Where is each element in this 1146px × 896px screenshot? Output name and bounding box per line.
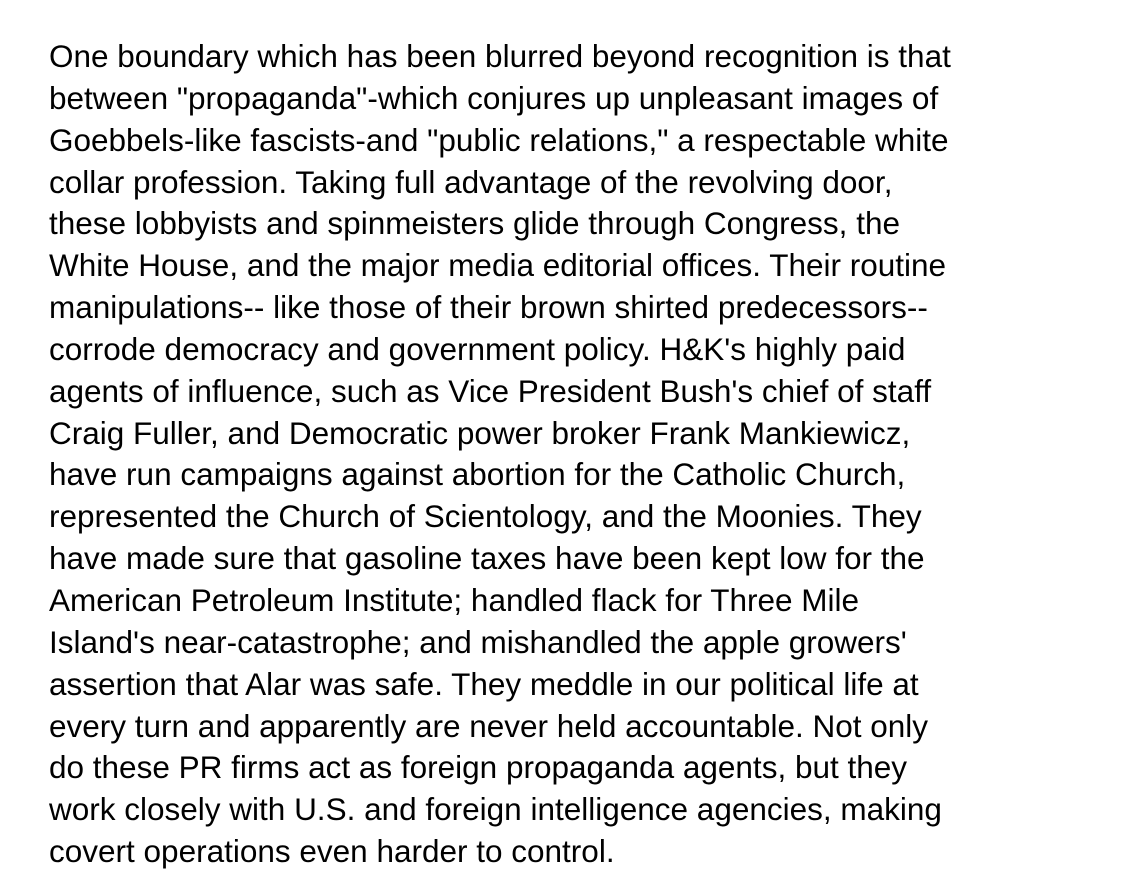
paragraph-line: work closely with U.S. and foreign intelligence agencies, making xyxy=(49,791,942,828)
paragraph-line: White House, and the major media editorial offices. Their routine xyxy=(49,247,947,284)
paragraph-line: agents of influence, such as Vice President Bush's chief of staff xyxy=(49,372,932,409)
paragraph-line: do these PR firms act as foreign propaganda agents, but they xyxy=(49,749,908,786)
paragraph-line: manipulations-- like those of their brown shirted predecessors-- xyxy=(49,289,928,326)
paragraph-line: covert operations even harder to control. xyxy=(49,833,615,870)
paragraph-line: collar profession. Taking full advantage of the revolving door, xyxy=(49,163,893,200)
paragraph-line: have made sure that gasoline taxes have been kept low for the xyxy=(49,540,925,577)
paragraph-line: assertion that Alar was safe. They meddle in our political life at xyxy=(49,665,919,702)
paragraph-line: Goebbels-like fascists-and "public relations," a respectable white xyxy=(49,121,949,158)
paragraph-line: these lobbyists and spinmeisters glide through Congress, the xyxy=(49,205,900,242)
paragraph-line: between "propaganda"-which conjures up unpleasant images of xyxy=(49,79,939,116)
paragraph-line: American Petroleum Institute; handled flack for Three Mile xyxy=(49,581,860,618)
paragraph-line: Island's near-catastrophe; and mishandled the apple growers' xyxy=(49,623,907,660)
paragraph-line: every turn and apparently are never held accountable. Not only xyxy=(49,707,929,744)
body-paragraph xyxy=(49,36,1139,873)
paragraph-line: represented the Church of Scientology, and the Moonies. They xyxy=(49,498,922,535)
paragraph-line: Craig Fuller, and Democratic power broker Frank Mankiewicz, xyxy=(49,414,911,451)
paragraph-line: corrode democracy and government policy. H&K's highly paid xyxy=(49,330,906,367)
document-page xyxy=(49,36,1139,873)
paragraph-line: One boundary which has been blurred beyond recognition is that xyxy=(49,38,951,74)
paragraph-line: have run campaigns against abortion for the Catholic Church, xyxy=(49,456,906,493)
